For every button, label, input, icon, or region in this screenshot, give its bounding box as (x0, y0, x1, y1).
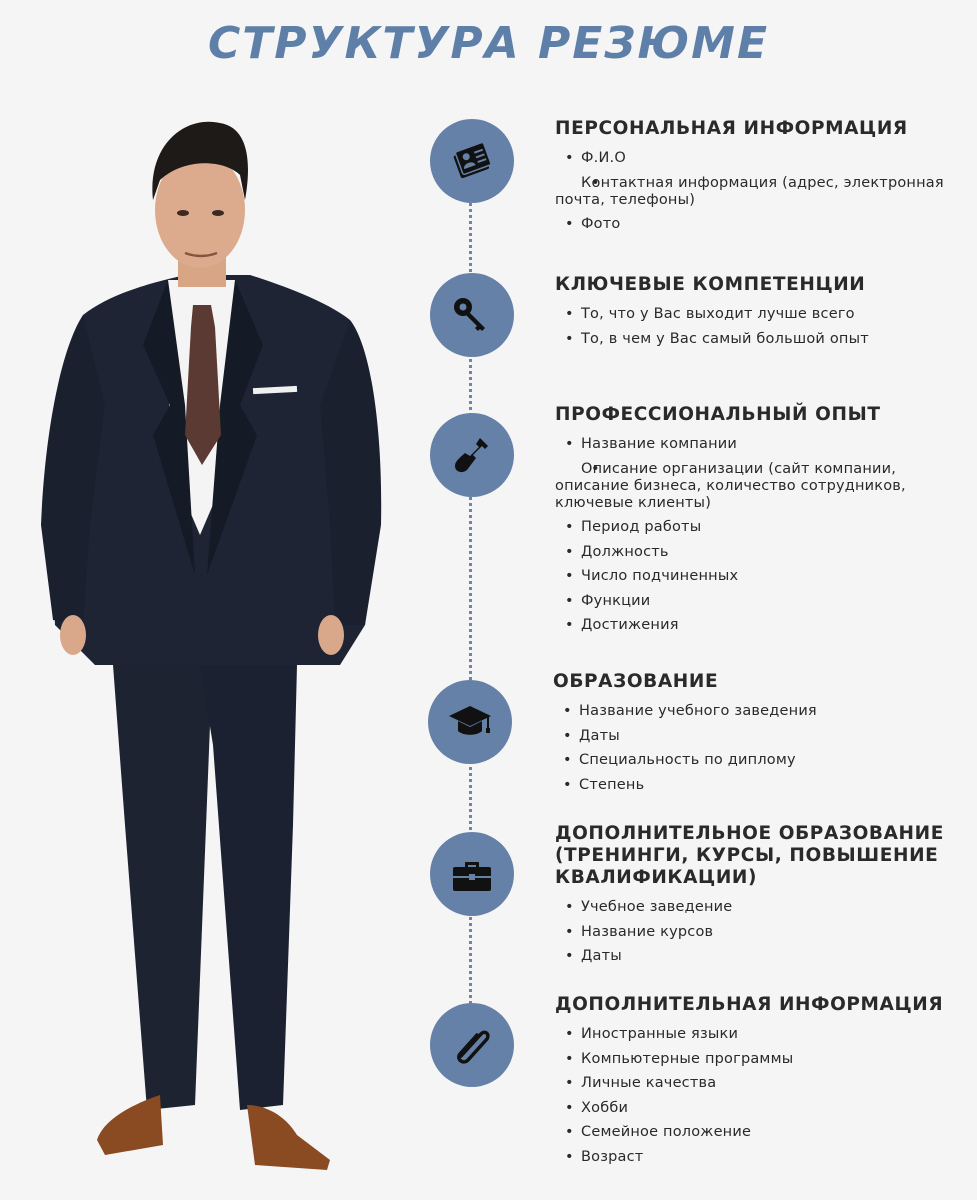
profile-card-icon (430, 119, 514, 203)
section-additional-info (555, 994, 955, 1173)
list-item: • Функции (555, 593, 955, 610)
section-key-competencies (555, 274, 955, 355)
list-item: • Контактная информация (адрес, электронная почта, телефоны) (555, 175, 955, 209)
list-item: • Даты (555, 948, 955, 965)
list-item: • Семейное положение (555, 1124, 955, 1141)
section-professional-experience (555, 404, 955, 642)
section-heading: ОБРАЗОВАНИЕ (553, 671, 719, 692)
section-heading: ДОПОЛНИТЕЛЬНОЕ ОБРАЗОВАНИЕ (ТРЕНИНГИ, КУРСЫ, ПОВЫШЕНИЕ КВАЛИФИКАЦИИ) (555, 823, 944, 888)
page-title: СТРУКТУРА РЕЗЮМЕ (207, 18, 770, 69)
list-item: • Число подчиненных (555, 568, 955, 585)
list-item: • То, что у Вас выходит лучше всего (555, 306, 955, 323)
list-item: • Описание организации (сайт компании, описание бизнеса, количество сотрудников, ключевые клиенты) (555, 461, 955, 512)
list-item: • Личные качества (555, 1075, 955, 1092)
section-heading: ДОПОЛНИТЕЛЬНАЯ ИНФОРМАЦИЯ (555, 994, 944, 1015)
key-icon (430, 273, 514, 357)
list-item: • Название компании (555, 436, 955, 453)
list-item: • Иностранные языки (555, 1026, 955, 1043)
shovel-icon (430, 413, 514, 497)
graduation-cap-icon (428, 680, 512, 764)
section-heading: КЛЮЧЕВЫЕ КОМПЕТЕНЦИИ (555, 274, 866, 295)
list-item: • Хобби (555, 1100, 955, 1117)
section-heading: ПРОФЕССИОНАЛЬНЫЙ ОПЫТ (555, 404, 881, 425)
list-item: • Название курсов (555, 924, 955, 941)
list-item: • Степень (553, 777, 953, 794)
section-additional-education (555, 823, 955, 973)
list-item: • Ф.И.О (555, 150, 955, 167)
list-item: • Даты (553, 728, 953, 745)
paperclip-icon (430, 1003, 514, 1087)
list-item: • Компьютерные программы (555, 1051, 955, 1068)
list-item: • Специальность по диплому (553, 752, 953, 769)
list-item: • Возраст (555, 1149, 955, 1166)
list-item: • Период работы (555, 519, 955, 536)
list-item: • Название учебного заведения (553, 703, 953, 720)
section-heading: ПЕРСОНАЛЬНАЯ ИНФОРМАЦИЯ (555, 118, 908, 139)
list-item: • Фото (555, 216, 955, 233)
section-personal-info (555, 118, 955, 241)
list-item: • Учебное заведение (555, 899, 955, 916)
businessman-photo (35, 105, 395, 1185)
list-item: • То, в чем у Вас самый большой опыт (555, 331, 955, 348)
list-item: • Должность (555, 544, 955, 561)
section-education (553, 671, 953, 801)
list-item: • Достижения (555, 617, 955, 634)
briefcase-icon (430, 832, 514, 916)
